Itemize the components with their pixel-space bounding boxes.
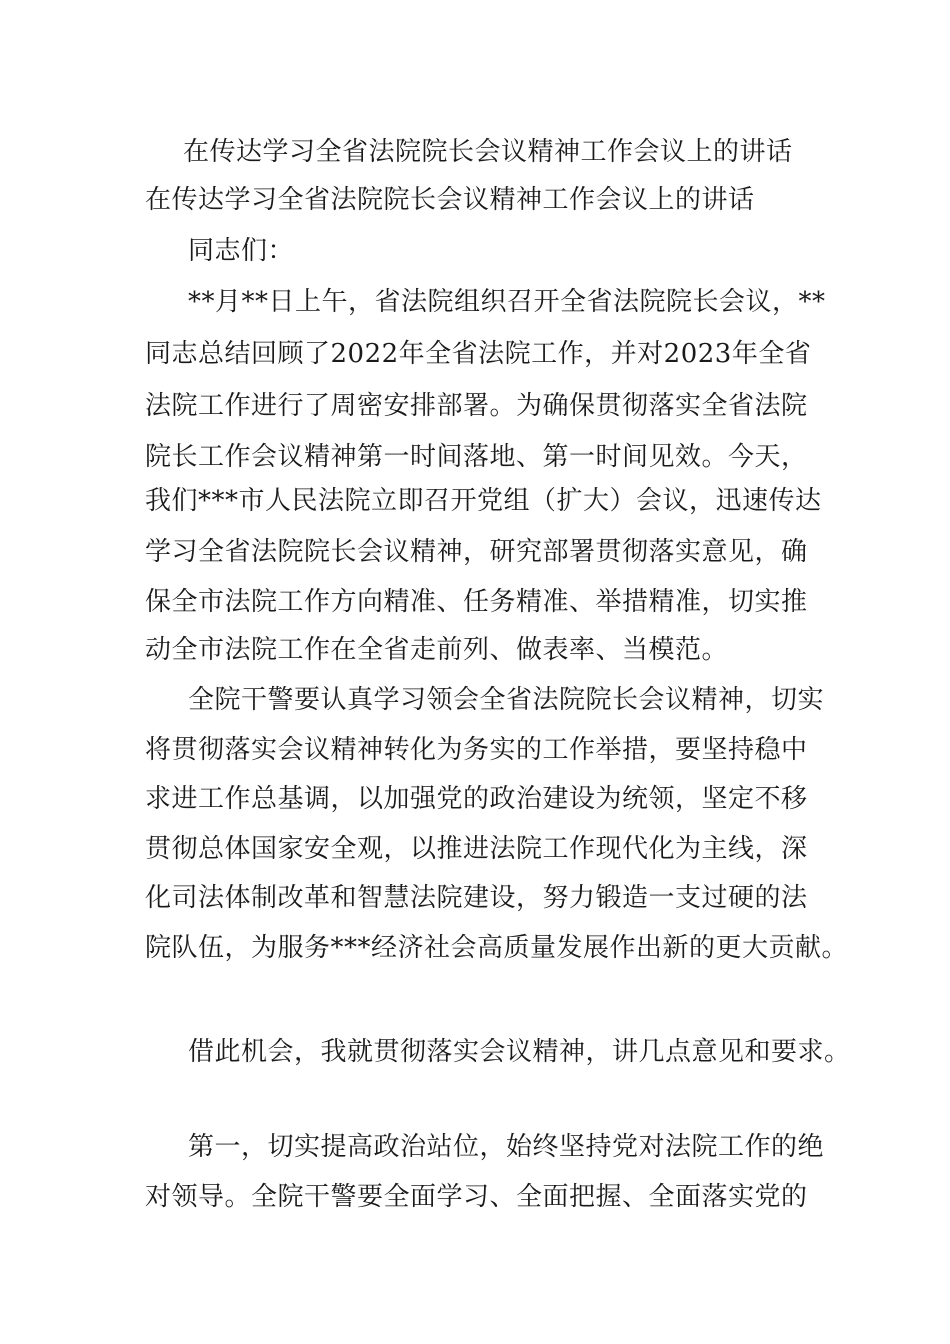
paragraph-line: **月**日上午，省法院组织召开全省法院院长会议，** [188, 287, 826, 317]
paragraph-line: 保全市法院工作方向精准、任务精准、举措精准，切实推 [145, 587, 808, 617]
paragraph-line: 院长工作会议精神第一时间落地、第一时间见效。今天， [145, 442, 808, 472]
paragraph-line: 动全市法院工作在全省走前列、做表率、当模范。 [145, 635, 729, 665]
paragraph-line: 求进工作总基调，以加强党的政治建设为统领，坚定不移 [145, 784, 808, 814]
paragraph-line: 同志总结回顾了2022年全省法院工作，并对2023年全省 [145, 339, 812, 369]
paragraph-line: 贯彻总体国家安全观，以推进法院工作现代化为主线，深 [145, 834, 808, 864]
paragraph-line: 院队伍，为服务***经济社会高质量发展作出新的更大贡献。 [145, 933, 849, 963]
paragraph-line: 化司法体制改革和智慧法院建设，努力锻造一支过硬的法 [145, 883, 808, 913]
document-title: 在传达学习全省法院院长会议精神工作会议上的讲话 [183, 137, 793, 167]
paragraph-line: 将贯彻落实会议精神转化为务实的工作举措，要坚持稳中 [145, 735, 808, 765]
salutation: 同志们： [188, 236, 295, 266]
paragraph-line: 对领导。全院干警要全面学习、全面把握、全面落实党的 [145, 1182, 808, 1212]
paragraph-line: 法院工作进行了周密安排部署。为确保贯彻落实全省法院 [145, 391, 808, 421]
paragraph-line: 借此机会，我就贯彻落实会议精神，讲几点意见和要求。 [188, 1037, 851, 1067]
paragraph-line: 第一，切实提高政治站位，始终坚持党对法院工作的绝 [188, 1132, 825, 1162]
paragraph-line: 全院干警要认真学习领会全省法院院长会议精神，切实 [188, 685, 825, 715]
paragraph-line: 我们***市人民法院立即召开党组（扩大）会议，迅速传达 [145, 486, 822, 516]
paragraph-line: 学习全省法院院长会议精神，研究部署贯彻落实意见，确 [145, 537, 808, 567]
document-title-repeat: 在传达学习全省法院院长会议精神工作会议上的讲话 [145, 185, 755, 215]
